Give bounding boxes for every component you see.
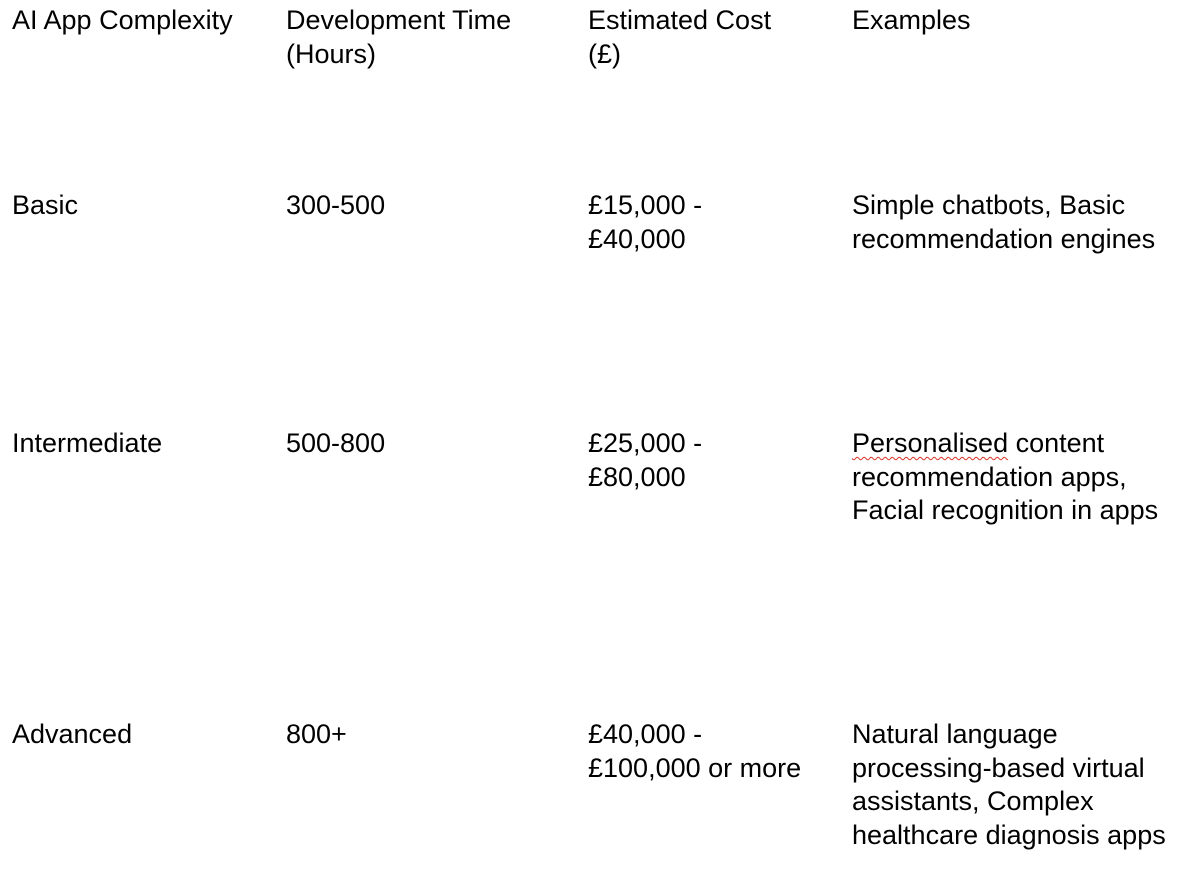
cell-text: Simple chatbots, Basic <box>852 190 1126 220</box>
cell-complexity-advanced <box>12 718 282 752</box>
cell-text: recommendation apps, <box>852 461 1127 492</box>
cell-examples-intermediate <box>852 427 1202 528</box>
header-text: AI App Complexity <box>12 5 233 35</box>
cell-text: £40,000 - <box>588 719 703 749</box>
cell-text: 500-800 <box>286 428 386 458</box>
cell-text: £40,000 <box>588 223 686 254</box>
cell-cost-advanced <box>588 718 848 785</box>
header-complexity <box>12 4 282 38</box>
cell-text: 800+ <box>286 719 347 749</box>
cell-text: £100,000 or more <box>588 752 802 783</box>
cell-complexity-intermediate <box>12 427 282 461</box>
cell-text: processing-based virtual <box>852 752 1145 783</box>
header-examples <box>852 4 1202 38</box>
cell-hours-basic <box>286 189 582 223</box>
cell-text: £80,000 <box>588 461 686 492</box>
cell-text: Intermediate <box>12 428 163 458</box>
cell-text: £25,000 - <box>588 428 703 458</box>
cell-text: 300-500 <box>286 190 386 220</box>
cell-hours-advanced <box>286 718 582 752</box>
cell-text: assistants, Complex <box>852 786 1094 816</box>
cell-text: Facial recognition in apps <box>852 495 1159 525</box>
cell-text: content <box>1008 428 1105 458</box>
header-development-time <box>286 4 582 71</box>
header-text: Estimated Cost <box>588 5 772 35</box>
cell-examples-basic <box>852 189 1202 256</box>
header-estimated-cost <box>588 4 848 71</box>
cell-text: £15,000 - <box>588 190 703 220</box>
header-text: (Hours) <box>286 38 377 69</box>
cell-text: Natural language <box>852 719 1058 749</box>
cell-cost-intermediate <box>588 427 848 494</box>
cell-text: recommendation engines <box>852 223 1156 254</box>
cell-text: Advanced <box>12 719 133 749</box>
header-text: Development Time <box>286 5 512 35</box>
cell-examples-advanced <box>852 718 1202 852</box>
cell-text: Basic <box>12 190 79 220</box>
spellcheck-word[interactable]: Personalised <box>852 428 1009 458</box>
cell-cost-basic <box>588 189 848 256</box>
cell-hours-intermediate <box>286 427 582 461</box>
cell-text: healthcare diagnosis apps <box>852 819 1166 850</box>
cell-text-line <box>852 427 1202 461</box>
header-text: (£) <box>588 38 621 69</box>
cell-complexity-basic <box>12 189 282 223</box>
header-text: Examples <box>852 5 971 35</box>
